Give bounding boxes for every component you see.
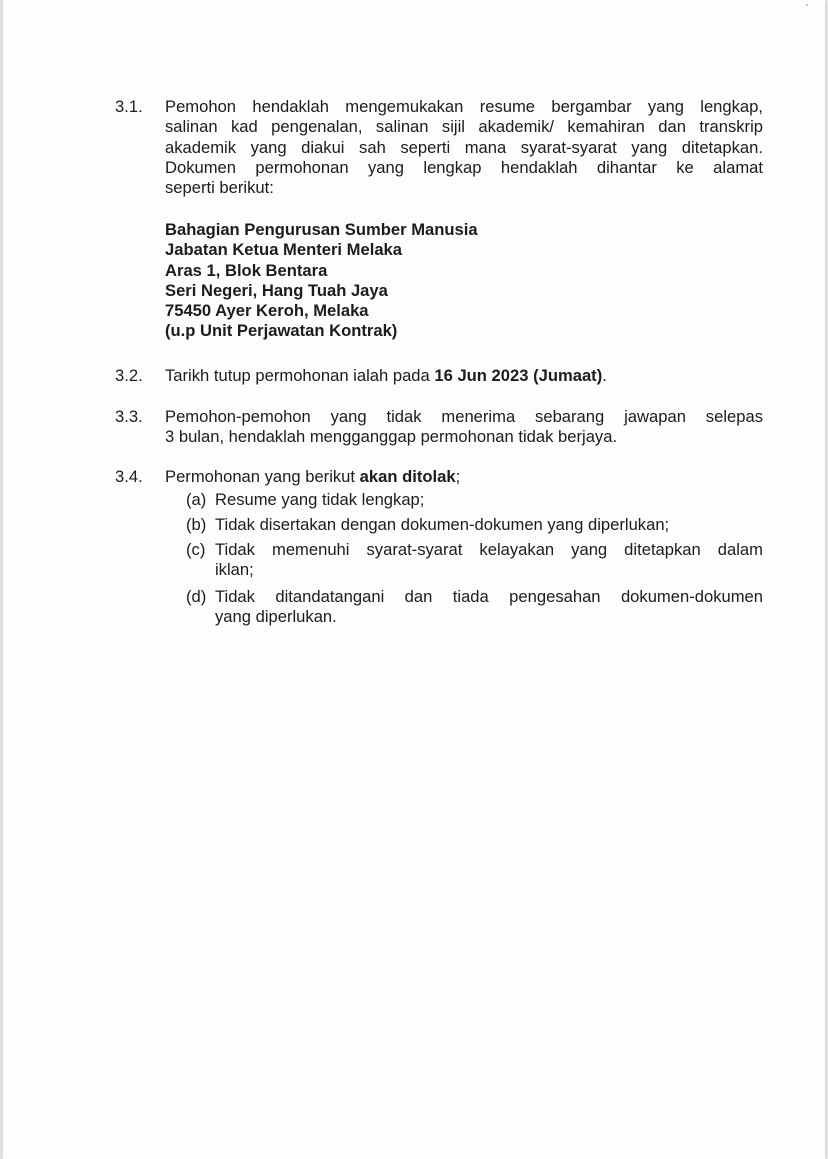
paragraph-line: akademik yang diakui sah seperti mana syarat-syarat yang ditetapkan. (165, 137, 763, 157)
section-number: 3.4. (115, 467, 143, 486)
paragraph-line (165, 467, 763, 487)
list-item-line: Tidak memenuhi syarat-syarat kelayakan yang ditetapkan dalam (215, 540, 763, 559)
list-item-line: yang diperlukan. (215, 607, 337, 627)
list-item-text (215, 540, 763, 581)
closing-date-suffix: . (602, 366, 607, 385)
paragraph-line: salinan kad pengenalan, salinan sijil akademik/ kemahiran dan transkrip (165, 117, 763, 137)
paragraph-line (165, 366, 763, 386)
list-item-label: (a) (186, 490, 207, 509)
closing-date-text: Tarikh tutup permohonan ialah pada (165, 366, 435, 385)
address-line: Bahagian Pengurusan Sumber Manusia (165, 220, 478, 239)
address-line: (u.p Unit Perjawatan Kontrak) (165, 321, 398, 341)
list-item-line: Tidak disertakan dengan dokumen-dokumen yang diperlukan; (215, 515, 670, 534)
section-paragraph (165, 366, 763, 386)
section-number: 3.1. (115, 97, 143, 116)
list-item-label: (d) (186, 587, 207, 606)
list-item-line: Resume yang tidak lengkap; (215, 490, 425, 509)
list-item-text (215, 515, 763, 535)
rejection-intro-text: Permohonan yang berikut (165, 467, 360, 486)
section-paragraph (165, 97, 763, 198)
list-item-label: (c) (186, 540, 206, 559)
paragraph-line: seperti berikut: (165, 178, 274, 198)
rejection-emphasis: akan ditolak (359, 467, 456, 486)
section-paragraph (165, 407, 763, 448)
address-line: 75450 Ayer Keroh, Melaka (165, 301, 369, 321)
scan-speck (806, 4, 808, 6)
address-line: Aras 1, Blok Bentara (165, 260, 328, 280)
list-item-line: iklan; (215, 560, 254, 580)
section-paragraph (165, 467, 763, 487)
paragraph-line: Pemohon-pemohon yang tidak menerima sebarang jawapan selepas (165, 407, 763, 426)
section-number: 3.3. (115, 407, 143, 426)
address-line: Seri Negeri, Hang Tuah Jaya (165, 280, 388, 300)
address-line: Jabatan Ketua Menteri Melaka (165, 240, 403, 260)
section-number: 3.2. (115, 366, 143, 385)
paragraph-line: Pemohon hendaklah mengemukakan resume bergambar yang lengkap, (165, 97, 763, 116)
list-item-text (215, 587, 763, 628)
paragraph-line: 3 bulan, hendaklah mengganggap permohonan tidak berjaya. (165, 427, 618, 447)
document-page (3, 0, 825, 1159)
closing-date-value: 16 Jun 2023 (Jumaat) (434, 366, 603, 385)
rejection-intro-suffix: ; (455, 467, 461, 486)
paragraph-line: Dokumen permohonan yang lengkap hendaklah dihantar ke alamat (165, 157, 763, 177)
list-item-text (215, 490, 763, 510)
address-block (165, 220, 478, 342)
list-item-label: (b) (186, 515, 207, 534)
list-item-line: Tidak ditandatangani dan tiada pengesahan dokumen-dokumen (215, 587, 763, 606)
